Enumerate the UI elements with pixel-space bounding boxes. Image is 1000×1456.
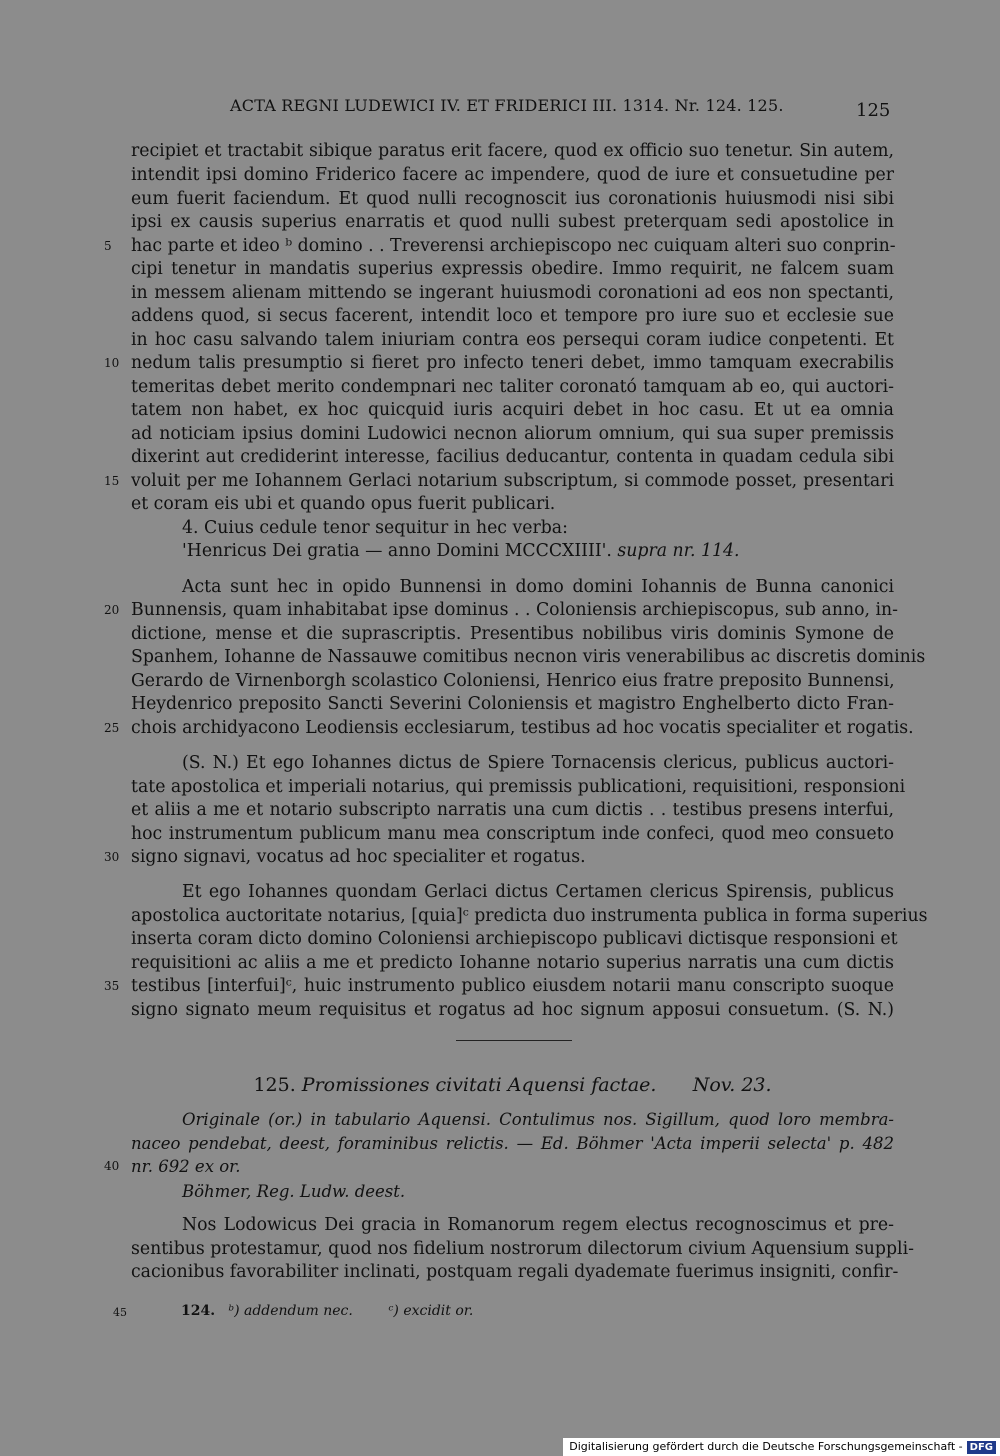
text-line: Heydenrico preposito Sancti Severini Coloniensis et magistro Enghelberto dicto Fran- [131,694,894,714]
text-line: in hoc casu salvando talem iniuriam contra eos persequi coram iudice conpetenti. Et [131,330,894,350]
text-line: ipsi ex causis superius enarratis et quod nulli subest preterquam sedi apostolice in [131,212,894,232]
line-number: 15 [104,474,120,488]
line-number: 25 [104,721,120,735]
page-number: 125 [856,100,891,121]
text-line: hoc instrumentum publicum manu mea conscriptum inde confeci, quod meo consueto [131,824,894,844]
line-number: 10 [104,356,120,370]
footnote-ref: 124. [181,1303,216,1319]
text-line: Nos Lodowicus Dei gracia in Romanorum regem electus recognoscimus et pre- [182,1215,894,1235]
text-line: tate apostolica et imperiali notarius, qui premissis publicationi, requisitioni, responsioni [131,777,906,797]
text-line: intendit ipsi domino Friderico facere ac impendere, quod de iure et consuetudine per [131,165,894,185]
line-number: 30 [104,850,120,864]
text-line: signo signato meum requisitus et rogatus ad hoc signum apposui consuetum. (S. N.) [131,1000,894,1020]
text-line: cipi tenetur in mandatis superius expressis obedire. Immo requirit, ne falcem suam [131,259,894,279]
quoted-text: 'Henricus Dei gratia — anno Domini MCCCXIIII'. [182,541,612,561]
text-line: in messem alienam mittendo se ingerant huiusmodi coronationi ad eos non spectanti, [131,283,894,303]
regest-line: Böhmer, Reg. Ludw. deest. [182,1182,406,1201]
line-number: 40 [104,1159,120,1173]
document-number: 125. [253,1074,296,1096]
text-line: temeritas debet merito condempnari nec taliter coronató tamquam ab eo, qui auctori- [131,377,894,397]
text-line: et aliis a me et notario subscripto narratis una cum dictis . . testibus presens interfui, [131,800,894,820]
document-title: Promissiones civitati Aquensi factae. [301,1074,657,1096]
section-divider [456,1040,572,1041]
text-line: recipiet et tractabit sibique paratus erit facere, quod ex officio suo tenetur. Sin autem, [131,141,894,161]
text-line: voluit per me Iohannem Gerlaci notarium subscriptum, si commode posset, presentari [131,471,894,491]
text-line: apostolica auctoritate notarius, [quia]ᶜ predicta duo instrumenta publica in forma superius [131,906,928,926]
text-line: addens quod, si secus facerent, intendit loco et tempore pro iure suo et ecclesie sue [131,306,894,326]
line-number: 20 [104,603,120,617]
source-line: Originale (or.) in tabulario Aquensi. Contulimus nos. Sigillum, quod loro membra- [182,1110,894,1129]
text-line: requisitioni ac aliis a me et predicto Iohanne notario superius narratis una cum dictis [131,953,894,973]
text-line: Et ego Iohannes quondam Gerlaci dictus Certamen clericus Spirensis, publicus [182,882,894,902]
text-line: dictione, mense et die suprascriptis. Presentibus nobilibus viris dominis Symone de [131,624,894,644]
line-number: 45 [113,1306,127,1319]
line-number: 5 [104,239,112,253]
text-line: sentibus protestamur, quod nos fidelium nostrorum dilectorum civium Aquensium suppli- [131,1239,914,1259]
text-line: hac parte et ideo ᵇ domino . . Treverensi archiepiscopo nec cuiquam alteri suo conprin- [131,236,896,256]
line-number: 35 [104,979,120,993]
text-line: cacionibus favorabiliter inclinati, postquam regali dyademate fuerimus insigniti, confir- [131,1262,899,1282]
text-line [182,540,894,564]
text-line: 4. Cuius cedule tenor sequitur in hec verba: [182,518,568,538]
text-line: eum fuerit faciendum. Et quod nulli recognoscit ius coronationis huiusmodi nisi sibi [131,189,894,209]
text-line: nedum talis presumptio si fieret pro infecto teneri debet, immo tamquam execrabilis [131,353,894,373]
text-line: Acta sunt hec in opido Bunnensi in domo domini Iohannis de Bunna canonici [182,577,894,597]
text-line: Bunnensis, quam inhabitabat ipse dominus . . Coloniensis archiepiscopus, sub anno, in- [131,600,898,620]
text-line: Gerardo de Virnenborgh scolastico Coloniensi, Henrico eius fratre preposito Bunnensi, [131,671,895,691]
dfg-logo-icon: DFG [967,1441,996,1454]
text-line: testibus [interfui]ᶜ, huic instrumento publico eiusdem notarii manu conscripto suoque [131,976,894,996]
document-date: Nov. 23. [692,1074,772,1096]
running-head: ACTA REGNI LUDEWICI IV. ET FRIDERICI III. 1314. Nr. 124. 125. [230,96,784,115]
document-heading [131,1074,894,1096]
text-line: inserta coram dicto domino Coloniensi archiepiscopo publicavi dictisque responsioni et [131,929,898,949]
source-line: nr. 692 ex or. [131,1157,241,1176]
text-line: chois archidyacono Leodiensis ecclesiarum, testibus ad hoc vocatis specialiter et rogatis. [131,718,914,738]
text-line: (S. N.) Et ego Iohannes dictus de Spiere Tornacensis clericus, publicus auctori- [182,753,894,773]
text-line: tatem non habet, ex hoc quicquid iuris acquiri debet in hoc casu. Et ut ea omnia [131,400,894,420]
footnote-c: ᶜ) excidit or. [388,1303,474,1319]
text-line: signo signavi, vocatus ad hoc specialiter et rogatus. [131,847,586,867]
text-line: dixerint aut crediderint interesse, facilius deducantur, contenta in quadam cedula sibi [131,447,894,467]
text-line: ad noticiam ipsius domini Ludowici necnon aliorum omnium, qui sua super premissis [131,424,894,444]
dfg-banner [563,1438,1000,1456]
footnote-b: ᵇ) addendum nec. [228,1303,353,1319]
supra-reference: supra nr. 114. [617,541,740,561]
text-line: et coram eis ubi et quando opus fuerit publicari. [131,494,556,514]
text-line: Spanhem, Iohanne de Nassauwe comitibus necnon viris venerabilibus ac discretis dominis [131,647,926,667]
footnotes [131,1303,473,1319]
source-line: naceo pendebat, deest, foraminibus relictis. — Ed. Böhmer 'Acta imperii selecta' p. 482 [131,1134,894,1153]
dfg-banner-text: Digitalisierung gefördert durch die Deutsche Forschungsgemeinschaft - [569,1440,963,1453]
